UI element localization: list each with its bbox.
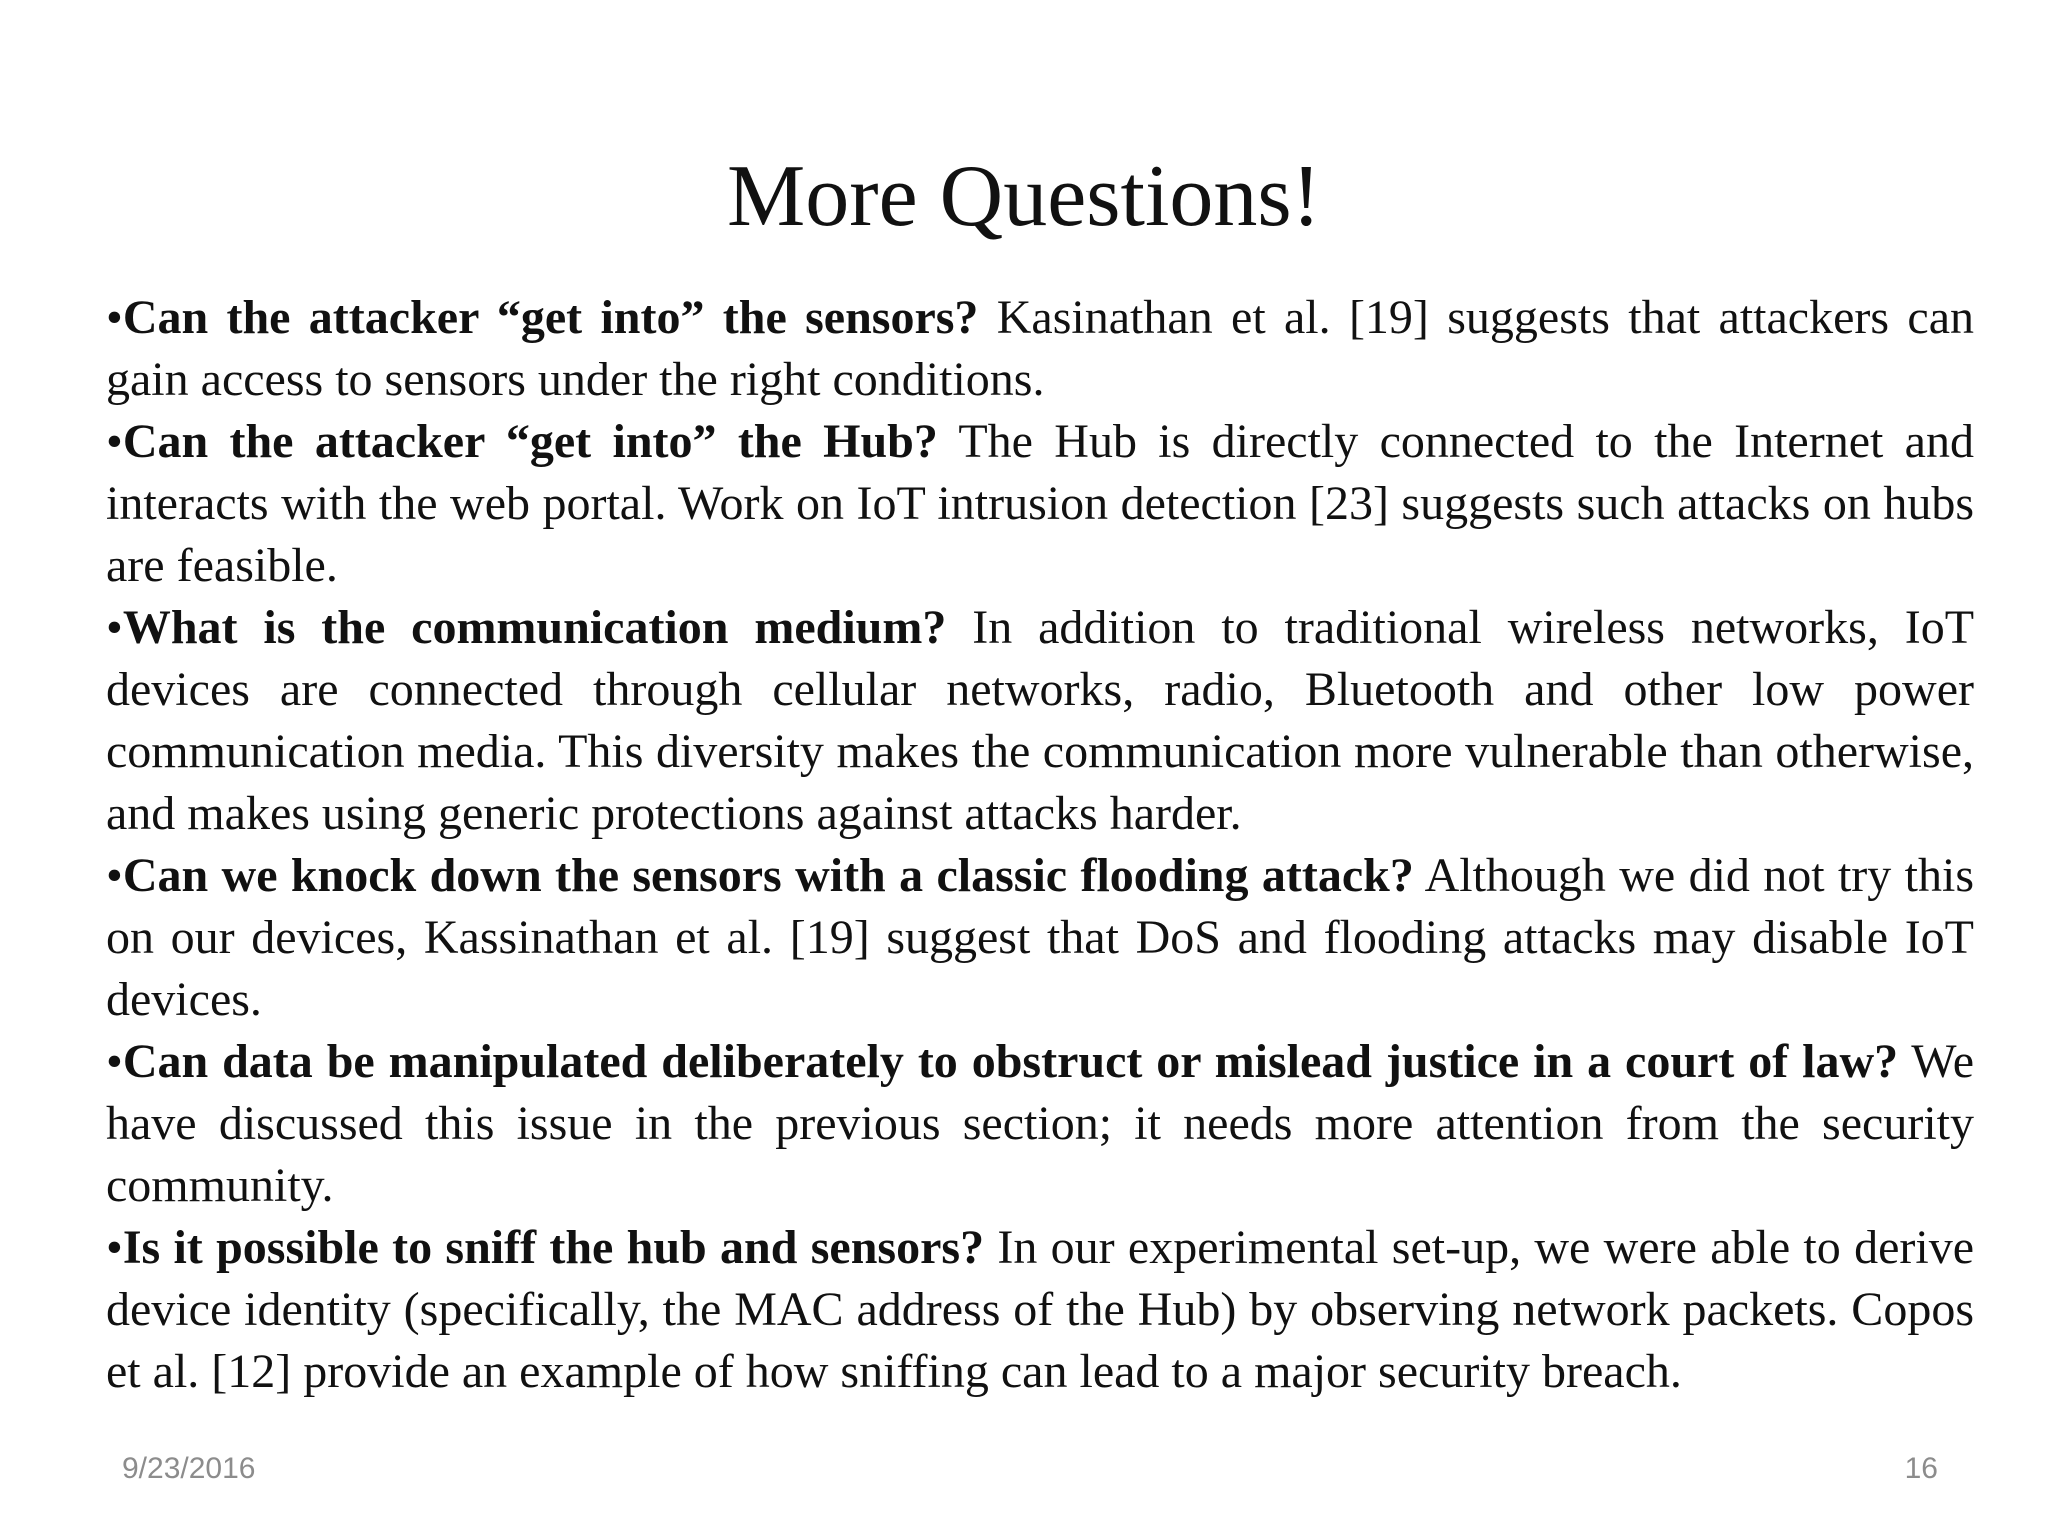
- bullet-item: [106, 1217, 1974, 1403]
- bullet-list: [106, 287, 1974, 1403]
- bullet-marker: •: [106, 601, 123, 654]
- bullet-marker: •: [106, 849, 123, 902]
- bullet-question: Can data be manipulated deliberately to obstruct or mislead justice in a court of law?: [122, 1035, 1899, 1088]
- footer-date: 9/23/2016: [122, 1452, 256, 1485]
- bullet-answer: Although we did not try this on our devices, Kassinathan et al. [19] suggest that DoS and flooding attacks may disable IoT devices.: [106, 849, 1975, 1026]
- bullet-answer: Kasinathan et al. [19] suggests that attackers can gain access to sensors under the right conditions.: [106, 291, 1975, 406]
- bullet-item: [106, 411, 1974, 597]
- bullet-marker: •: [106, 1221, 123, 1274]
- bullet-question: Is it possible to sniff the hub and sensors?: [122, 1221, 985, 1274]
- bullet-marker: •: [106, 1035, 123, 1088]
- bullet-question: Can the attacker “get into” the Hub?: [122, 415, 938, 468]
- footer-page-number: 16: [1904, 1452, 1938, 1485]
- bullet-answer: We have discussed this issue in the previous section; it needs more attention from the security community.: [106, 1035, 1974, 1212]
- bullet-question: Can the attacker “get into” the sensors?: [122, 291, 979, 344]
- bullet-marker: •: [106, 415, 123, 468]
- bullet-question: What is the communication medium?: [122, 601, 947, 654]
- bullet-item: [106, 845, 1974, 1031]
- bullet-answer: In addition to traditional wireless networks, IoT devices are connected through cellular networks, radio, Bluetooth and other low power communication media. This diversity makes the communication more vulnerable than otherwise, and makes using generic protections against attacks harder.: [106, 601, 1975, 840]
- bullet-answer: The Hub is directly connected to the Internet and interacts with the web portal. Work on IoT intrusion detection [23] suggests such attacks on hubs are feasible.: [106, 415, 1974, 592]
- bullet-answer: In our experimental set-up, we were able to derive device identity (specifically, the MAC address of the Hub) by observing network packets. Copos et al. [12] provide an example of how sniffing can lead to a major security breach.: [106, 1221, 1974, 1398]
- slide-title: More Questions!: [727, 148, 1321, 245]
- bullet-item: [106, 1031, 1974, 1217]
- bullet-item: [106, 287, 1974, 411]
- bullet-item: [106, 597, 1974, 845]
- bullet-marker: •: [106, 291, 123, 344]
- bullet-question: Can we knock down the sensors with a classic flooding attack?: [122, 849, 1414, 902]
